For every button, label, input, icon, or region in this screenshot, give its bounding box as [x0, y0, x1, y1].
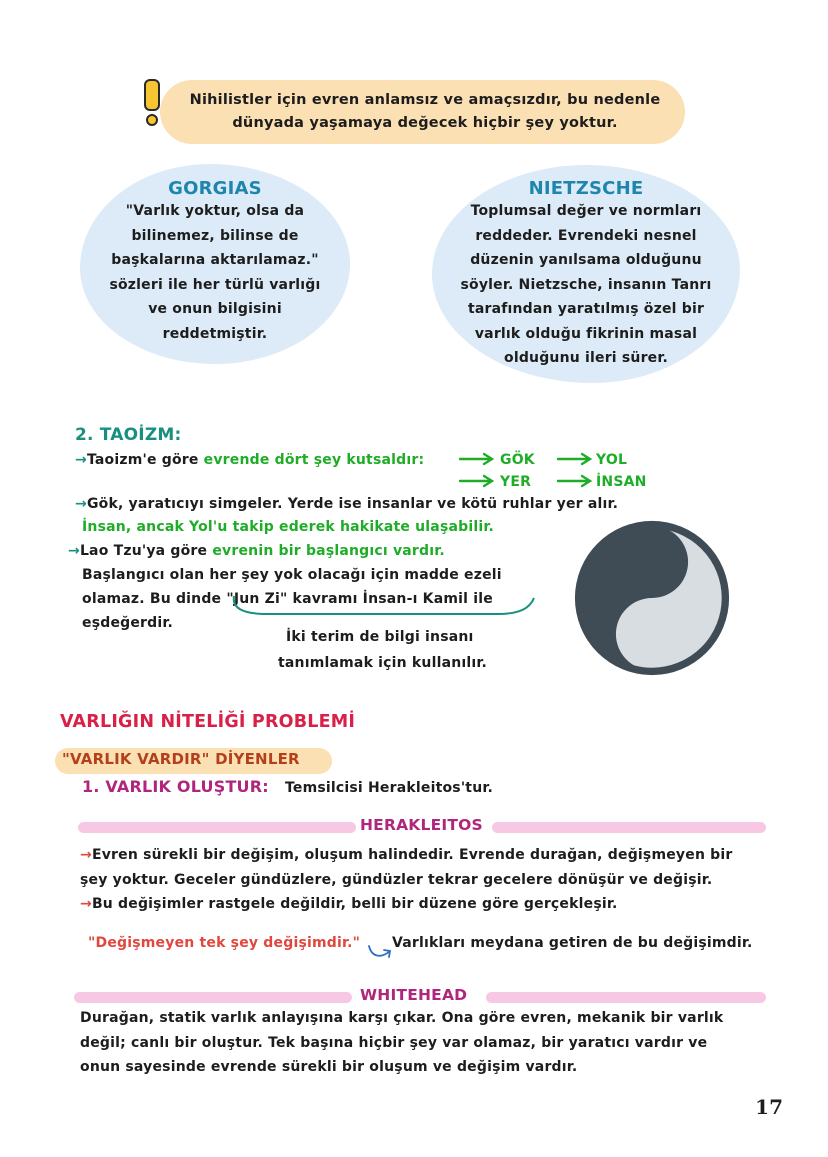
taoism-line-4: [68, 540, 445, 562]
taoism-line-5: Başlangıcı olan her şey yok olacağı için madde ezeli: [82, 567, 502, 583]
sacred-yol: YOL: [596, 452, 628, 468]
arrow-right-icon: →: [68, 543, 80, 559]
nietzsche-line: düzenin yanılsama olduğunu: [470, 252, 702, 268]
pink-divider: [492, 822, 766, 833]
taoism-line-4-green: evrenin bir başlangıcı vardır.: [212, 543, 445, 559]
whitehead-line-1: Durağan, statik varlık anlayışına karşı çıkar. Ona göre evren, mekanik bir varlık: [80, 1010, 724, 1026]
taoism-line-6: olamaz. Bu dinde "Jun Zi" kavramı İnsan-ı Kamil ile: [82, 591, 493, 607]
gorgias-line: başkalarına aktarılamaz.": [111, 252, 319, 268]
olus-label: 1. VARLIK OLUŞTUR:: [82, 777, 269, 796]
olus-text: Temsilcisi Herakleitos'tur.: [285, 780, 493, 796]
arrow-right-icon: →: [80, 847, 92, 863]
nietzsche-line: olduğunu ileri sürer.: [504, 350, 668, 366]
whitehead-title: WHITEHEAD: [360, 986, 468, 1004]
nietzsche-line: Toplumsal değer ve normları: [470, 203, 702, 219]
page-number: 17: [755, 1095, 783, 1119]
taoism-line-1-plain: Taoizm'e göre: [86, 452, 199, 468]
taoism-note-2: tanımlamak için kullanılır.: [278, 655, 488, 671]
gorgias-content: [80, 178, 350, 346]
nietzsche-line: tarafından yaratılmış özel bir: [467, 301, 705, 317]
taoism-line-2: [75, 493, 618, 515]
herakleitos-line-3-text: Bu değişimler rastgele değildir, belli bir düzene göre gerçekleşir.: [91, 896, 618, 912]
arrow-right-icon: [458, 452, 498, 466]
arrow-right-icon: [458, 474, 498, 488]
taoism-line-2-text: Gök, yaratıcıyı simgeler. Yerde ise insanlar ve kötü ruhlar yer alır.: [86, 496, 619, 512]
nietzsche-body: [432, 199, 740, 371]
intro-line-2: dünyada yaşamaya değecek hiçbir şey yoktur.: [232, 115, 618, 131]
taoism-line-1-green: evrende dört şey kutsaldır:: [203, 452, 425, 468]
arrow-right-icon: →: [80, 896, 92, 912]
nature-heading: VARLIĞIN NİTELİĞİ PROBLEMİ: [60, 712, 356, 732]
gorgias-line: "Varlık yoktur, olsa da: [125, 203, 305, 219]
pink-divider: [486, 992, 766, 1003]
herakleitos-line-1-text: Evren sürekli bir değişim, oluşum halindedir. Evrende durağan, değişmeyen bir: [91, 847, 733, 863]
arrow-right-icon: [556, 452, 596, 466]
nietzsche-line: reddeder. Evrendeki nesnel: [475, 227, 697, 244]
gorgias-line: ve onun bilgisini: [148, 301, 282, 317]
sacred-insan: İNSAN: [596, 474, 647, 490]
arrow-right-icon: →: [75, 496, 87, 512]
sacred-gok: GÖK: [500, 452, 535, 468]
herakleitos-line-2: şey yoktur. Geceler gündüzlere, gündüzler tekrar gecelere dönüşür ve değişir.: [80, 871, 713, 888]
gorgias-line: sözleri ile her türlü varlığı: [109, 276, 321, 293]
nietzsche-line: söyler. Nietzsche, insanın Tanrı: [460, 276, 712, 293]
taoism-heading: 2. TAOİZM:: [75, 425, 182, 445]
underline-curve: [228, 592, 540, 622]
taoism-line-3: İnsan, ancak Yol'u takip ederek hakikate ulaşabilir.: [82, 519, 494, 535]
taoism-line-4-plain: Lao Tzu'ya göre: [79, 543, 208, 559]
pink-divider: [78, 822, 356, 833]
intro-text: [165, 89, 685, 135]
gorgias-body: [80, 199, 350, 346]
herakleitos-quote: "Değişmeyen tek şey değişimdir.": [88, 935, 361, 951]
taoism-line-7: eşdeğerdir.: [82, 615, 174, 631]
taoism-note-1: İki terim de bilgi insanı: [286, 629, 474, 645]
whitehead-body: [80, 1006, 723, 1080]
arrow-right-icon: [556, 474, 596, 488]
exclamation-icon: [140, 78, 168, 128]
gorgias-line: reddetmiştir.: [162, 325, 268, 342]
herakleitos-quote-note: Varlıkları meydana getiren de bu değişimdir.: [392, 935, 753, 951]
whitehead-line-3: onun sayesinde evrende sürekli bir oluşum ve değişim vardır.: [80, 1059, 578, 1075]
taoism-line-1: [75, 449, 424, 471]
sacred-yer: YER: [500, 474, 532, 490]
nature-subheading: "VARLIK VARDIR" DİYENLER: [62, 750, 300, 768]
gorgias-line: bilinemez, bilinse de: [131, 227, 299, 244]
herakleitos-title: HERAKLEITOS: [360, 816, 483, 834]
curved-arrow-icon: [366, 942, 394, 962]
herakleitos-line-3: [80, 892, 733, 917]
gorgias-title: GORGIAS: [168, 178, 262, 199]
herakleitos-body: [80, 843, 733, 917]
herakleitos-line-1: [80, 843, 733, 868]
arrow-right-icon: →: [75, 452, 87, 468]
nietzsche-line: varlık olduğu fikrinin masal: [474, 325, 698, 342]
nietzsche-title: NIETZSCHE: [528, 178, 644, 199]
nietzsche-content: [432, 178, 740, 371]
pink-divider: [74, 992, 352, 1003]
whitehead-line-2: değil; canlı bir oluştur. Tek başına hiçbir şey var olamaz, bir yaratıcı vardır ve: [80, 1034, 708, 1051]
yin-yang-icon: [570, 516, 734, 680]
intro-line-1: Nihilistler için evren anlamsız ve amaçsızdır, bu nedenle: [189, 92, 661, 108]
